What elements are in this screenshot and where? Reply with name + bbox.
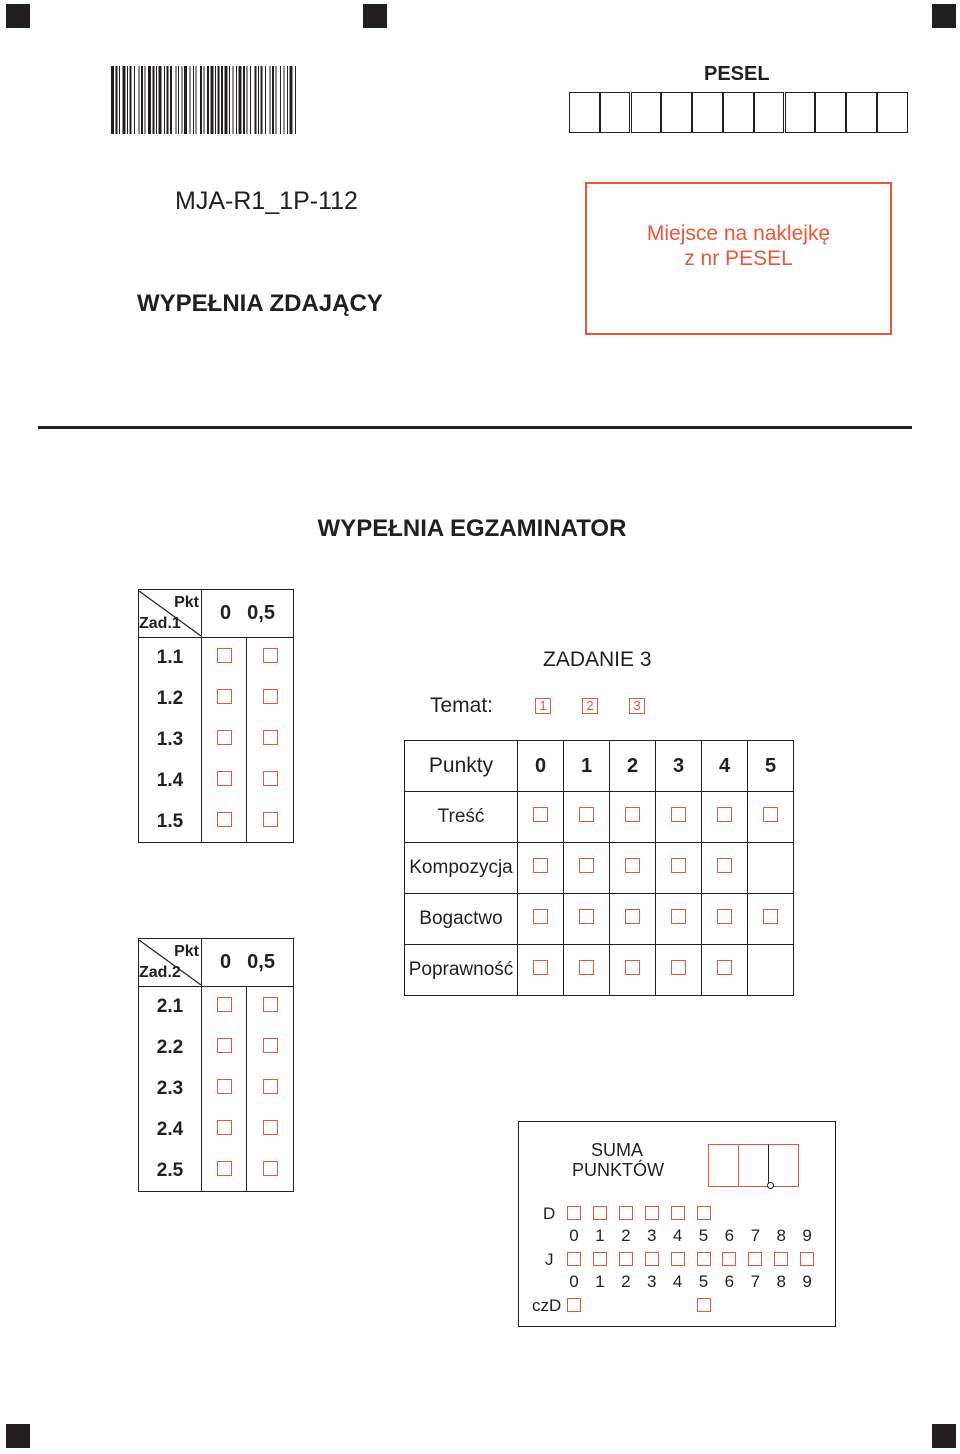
score-05-checkbox[interactable] xyxy=(263,812,278,827)
score-0-checkbox[interactable] xyxy=(217,1079,232,1094)
corner-mark-top-center xyxy=(363,4,387,28)
summary-label-1: SUMA xyxy=(591,1140,644,1160)
task1-row-label: 1.2 xyxy=(156,688,184,709)
barcode-bar xyxy=(182,66,183,134)
points-value-4: 4 xyxy=(718,754,731,777)
task3-table xyxy=(404,740,794,996)
units-checkbox[interactable] xyxy=(722,1252,736,1266)
score-0-checkbox[interactable] xyxy=(217,1120,232,1135)
criterion-row xyxy=(405,945,794,996)
czd-checkbox[interactable] xyxy=(567,1298,581,1312)
j-digit-label: 4 xyxy=(672,1272,683,1291)
score-05-checkbox[interactable] xyxy=(263,1079,278,1094)
barcode-bar xyxy=(272,66,274,134)
barcode-bar xyxy=(130,66,132,134)
criterion-label: Poprawność xyxy=(408,959,514,980)
topic-1-checkbox[interactable]: 1 xyxy=(535,698,551,714)
task3-title: ZADANIE 3 xyxy=(543,648,652,671)
sticker-text-2: z nr PESEL xyxy=(684,247,793,270)
barcode-bar xyxy=(295,66,296,134)
units-checkbox[interactable] xyxy=(619,1252,633,1266)
barcode-bar xyxy=(148,66,151,134)
task2-row xyxy=(139,987,294,1028)
criterion-label: Kompozycja xyxy=(409,857,513,878)
tens-checkbox[interactable] xyxy=(567,1206,581,1220)
points-value-5: 5 xyxy=(764,754,777,777)
points-label: Punkty xyxy=(428,754,494,777)
criterion-score-5-checkbox[interactable] xyxy=(763,909,778,924)
j-digit-label: 2 xyxy=(621,1272,631,1291)
score-05-checkbox[interactable] xyxy=(263,1161,278,1176)
task1-row-label: 1.5 xyxy=(156,810,184,832)
barcode-bar xyxy=(218,66,220,134)
summary-label-2: PUNKTÓW xyxy=(572,1160,664,1180)
points-summary-box xyxy=(518,1121,836,1327)
sum-cell-1[interactable] xyxy=(708,1144,739,1187)
j-digit-label: 0 xyxy=(569,1272,579,1291)
pesel-digit-box[interactable] xyxy=(692,92,723,133)
barcode-bar xyxy=(221,66,223,134)
task2-score-header xyxy=(202,939,294,987)
units-checkbox[interactable] xyxy=(800,1252,814,1266)
pesel-digit-box[interactable] xyxy=(846,92,877,133)
score-0-checkbox[interactable] xyxy=(217,1038,232,1053)
criterion-score-4-checkbox[interactable] xyxy=(717,858,732,873)
barcode-bar xyxy=(111,66,114,134)
score-05-checkbox[interactable] xyxy=(263,771,278,786)
criterion-score-1-checkbox[interactable] xyxy=(579,807,594,822)
barcode-bar xyxy=(261,66,263,134)
barcode-bar xyxy=(229,66,230,134)
criterion-score-4-checkbox[interactable] xyxy=(717,960,732,975)
criterion-score-2-checkbox[interactable] xyxy=(625,909,640,924)
barcode-bar xyxy=(276,66,277,134)
pesel-sticker-area xyxy=(585,182,892,335)
pesel-digit-box[interactable] xyxy=(631,92,662,133)
barcode-bar xyxy=(159,66,162,134)
score-05-checkbox[interactable] xyxy=(263,730,278,745)
task2-row-label: 2.4 xyxy=(156,1119,184,1140)
barcode-bar xyxy=(236,66,237,134)
score-05-checkbox[interactable] xyxy=(263,1120,278,1135)
d-digit-label: 5 xyxy=(698,1226,709,1245)
task1-table xyxy=(138,589,294,843)
units-checkbox[interactable] xyxy=(697,1252,711,1266)
barcode-bar xyxy=(204,66,205,134)
barcode-bar xyxy=(116,66,118,134)
points-value-3: 3 xyxy=(672,754,685,777)
score-05-checkbox[interactable] xyxy=(263,689,278,704)
criterion-score-1-checkbox[interactable] xyxy=(579,858,594,873)
decimal-point xyxy=(767,1182,774,1189)
task1-col-0: 0 xyxy=(220,602,232,624)
points-value-0: 0 xyxy=(534,754,547,777)
barcode-bar xyxy=(265,66,266,134)
separator-line xyxy=(38,426,912,429)
sum-cell-2[interactable] xyxy=(738,1144,769,1187)
barcode-bar xyxy=(164,66,165,134)
d-digit-label: 9 xyxy=(802,1226,812,1245)
units-checkbox[interactable] xyxy=(774,1252,788,1266)
barcode-bar xyxy=(123,66,126,134)
task2-row xyxy=(139,1110,294,1151)
criterion-score-1-checkbox[interactable] xyxy=(579,909,594,924)
barcode-bar xyxy=(239,66,242,134)
barcode-bar xyxy=(170,66,172,134)
pesel-digit-box[interactable] xyxy=(661,92,692,133)
barcode-bar xyxy=(243,66,245,134)
criterion-score-3-checkbox[interactable] xyxy=(671,909,686,924)
score-0-checkbox[interactable] xyxy=(217,812,232,827)
d-digit-label: 3 xyxy=(646,1226,657,1245)
barcode-bar xyxy=(255,66,257,134)
criterion-score-3-checkbox[interactable] xyxy=(671,858,686,873)
barcode-bar xyxy=(178,66,179,134)
criterion-score-3-checkbox[interactable] xyxy=(671,960,686,975)
units-checkbox[interactable] xyxy=(748,1252,762,1266)
barcode-bar xyxy=(200,66,202,134)
pesel-label: PESEL xyxy=(704,63,770,85)
task2-zad-label: Zad.2 xyxy=(139,964,181,981)
points-value-1: 1 xyxy=(580,754,593,777)
score-05-checkbox[interactable] xyxy=(263,997,278,1012)
barcode-bar xyxy=(134,66,135,134)
criterion-score-0-checkbox[interactable] xyxy=(533,807,548,822)
criterion-label: Bogactwo xyxy=(419,908,503,929)
pesel-digit-box[interactable] xyxy=(754,92,785,133)
j-digit-label: 8 xyxy=(776,1272,786,1291)
sticker-text-1: Miejsce na naklejkę xyxy=(646,222,831,245)
d-row-label: D xyxy=(543,1204,556,1223)
criterion-label: Treść xyxy=(437,806,485,827)
d-digit-label: 2 xyxy=(621,1226,631,1245)
barcode-bar xyxy=(153,66,155,134)
pesel-digit-box[interactable] xyxy=(569,92,600,133)
topic-3-checkbox[interactable]: 3 xyxy=(629,698,645,714)
pesel-digit-box[interactable] xyxy=(877,92,908,133)
barcode-bar xyxy=(176,66,177,134)
task1-row xyxy=(139,761,294,802)
task2-header-cell xyxy=(139,939,202,987)
barcode-bar xyxy=(284,66,285,134)
j-digit-label: 7 xyxy=(750,1272,761,1291)
score-0-checkbox[interactable] xyxy=(217,997,232,1012)
tens-checkbox[interactable] xyxy=(619,1206,633,1220)
criterion-score-0-checkbox[interactable] xyxy=(533,858,548,873)
task1-score-header xyxy=(202,590,294,638)
task1-row-label: 1.1 xyxy=(156,647,184,669)
criterion-score-4-checkbox[interactable] xyxy=(717,807,732,822)
task1-row xyxy=(139,638,294,679)
corner-mark-bottom-right xyxy=(932,1424,956,1448)
j-digit-label: 1 xyxy=(595,1272,605,1291)
barcode-bar xyxy=(196,66,197,134)
score-0-checkbox[interactable] xyxy=(217,730,232,745)
task2-row xyxy=(139,1151,294,1192)
task2-row-label: 2.1 xyxy=(156,996,184,1018)
d-digit-label: 7 xyxy=(750,1226,761,1245)
d-digit-label: 0 xyxy=(569,1226,579,1245)
task2-row xyxy=(139,1069,294,1110)
filled-by-examiner-heading: WYPEŁNIA EGZAMINATOR xyxy=(317,515,627,542)
task2-row-label: 2.3 xyxy=(156,1078,184,1099)
d-digit-label: 1 xyxy=(595,1226,605,1245)
barcode-bar xyxy=(193,66,194,134)
task2-row-label: 2.2 xyxy=(156,1037,184,1058)
criterion-score-2-checkbox[interactable] xyxy=(625,960,640,975)
barcode-bar xyxy=(215,66,216,134)
criterion-row xyxy=(405,894,794,945)
filled-by-student-heading: WYPEŁNIA ZDAJĄCY xyxy=(137,290,383,317)
task2-row-label: 2.5 xyxy=(156,1159,184,1181)
score-0-checkbox[interactable] xyxy=(217,648,232,663)
barcode-image xyxy=(110,66,424,134)
barcode-bar xyxy=(270,66,271,134)
task2-row xyxy=(139,1028,294,1069)
barcode-bar xyxy=(145,66,146,134)
criterion-score-2-checkbox[interactable] xyxy=(625,858,640,873)
criterion-score-5-checkbox[interactable] xyxy=(763,807,778,822)
pesel-digit-box[interactable] xyxy=(785,92,816,133)
barcode-bar xyxy=(290,66,293,134)
barcode-bar xyxy=(250,66,251,134)
task2-pkt-label: Pkt xyxy=(174,943,199,960)
barcode-bar xyxy=(233,66,234,134)
score-0-checkbox[interactable] xyxy=(217,689,232,704)
j-digit-label: 5 xyxy=(698,1272,709,1291)
units-checkbox[interactable] xyxy=(593,1252,607,1266)
tens-checkbox[interactable] xyxy=(593,1206,607,1220)
barcode-bar xyxy=(247,66,248,134)
d-digit-label: 6 xyxy=(724,1226,735,1245)
pesel-digit-box[interactable] xyxy=(815,92,846,133)
points-value-2: 2 xyxy=(626,754,639,777)
d-digit-label: 4 xyxy=(672,1226,683,1245)
topic-2-checkbox[interactable]: 2 xyxy=(582,698,598,714)
barcode-bar xyxy=(119,66,120,134)
task2-col-0: 0 xyxy=(220,951,232,973)
tens-checkbox[interactable] xyxy=(671,1206,685,1220)
criterion-score-0-checkbox[interactable] xyxy=(533,909,548,924)
score-05-checkbox[interactable] xyxy=(263,1038,278,1053)
criterion-row xyxy=(405,792,794,843)
pesel-digit-box[interactable] xyxy=(723,92,754,133)
barcode-bar xyxy=(190,66,191,134)
tens-checkbox[interactable] xyxy=(645,1206,659,1220)
points-header-row xyxy=(405,741,794,792)
task1-zad-label: Zad.1 xyxy=(139,615,181,632)
task2-table xyxy=(138,938,294,1192)
task1-header-cell xyxy=(139,590,202,638)
task1-row xyxy=(139,720,294,761)
barcode-bar xyxy=(280,66,281,134)
exam-code: MJA-R1_1P-112 xyxy=(175,187,358,215)
corner-mark-bottom-left xyxy=(6,1424,30,1448)
score-0-checkbox[interactable] xyxy=(217,771,232,786)
tens-checkbox[interactable] xyxy=(697,1206,711,1220)
j-digit-label: 9 xyxy=(802,1272,812,1291)
criterion-score-0-checkbox[interactable] xyxy=(533,960,548,975)
units-checkbox[interactable] xyxy=(567,1252,581,1266)
criterion-score-1-checkbox[interactable] xyxy=(579,960,594,975)
barcode-bar xyxy=(167,66,169,134)
corner-mark-top-left xyxy=(6,4,30,28)
barcode-bar xyxy=(141,66,143,134)
task2-col-05: 0,5 xyxy=(247,951,275,973)
czd-half-checkbox[interactable] xyxy=(697,1298,711,1312)
task1-row xyxy=(139,679,294,720)
barcode-bar xyxy=(184,66,187,134)
task3-topic-label: Temat: xyxy=(430,694,494,717)
barcode-bar xyxy=(287,66,288,134)
j-digit-label: 3 xyxy=(646,1272,657,1291)
czd-row-label: czD xyxy=(532,1296,562,1315)
sum-cell-3[interactable] xyxy=(768,1144,799,1187)
task1-pkt-label: Pkt xyxy=(174,594,199,611)
criterion-row xyxy=(405,843,794,894)
score-0-checkbox[interactable] xyxy=(217,1161,232,1176)
corner-mark-top-right xyxy=(932,4,956,28)
j-row-label: J xyxy=(545,1250,554,1269)
d-digit-label: 8 xyxy=(776,1226,786,1245)
criterion-score-2-checkbox[interactable] xyxy=(625,807,640,822)
barcode-bar xyxy=(225,66,228,134)
task1-col-05: 0,5 xyxy=(247,602,275,624)
task1-row xyxy=(139,802,294,843)
criterion-score-4-checkbox[interactable] xyxy=(717,909,732,924)
barcode-bar xyxy=(211,66,214,134)
criterion-score-3-checkbox[interactable] xyxy=(671,807,686,822)
pesel-digit-box[interactable] xyxy=(600,92,631,133)
barcode-bar xyxy=(139,66,140,134)
units-checkbox[interactable] xyxy=(645,1252,659,1266)
barcode-bar xyxy=(258,66,259,134)
task1-row-label: 1.4 xyxy=(156,770,184,791)
barcode-bar xyxy=(156,66,157,134)
barcode-bar xyxy=(127,66,128,134)
task1-row-label: 1.3 xyxy=(156,729,184,750)
j-digit-label: 6 xyxy=(724,1272,735,1291)
score-05-checkbox[interactable] xyxy=(263,648,278,663)
units-checkbox[interactable] xyxy=(671,1252,685,1266)
barcode-bar xyxy=(207,66,209,134)
